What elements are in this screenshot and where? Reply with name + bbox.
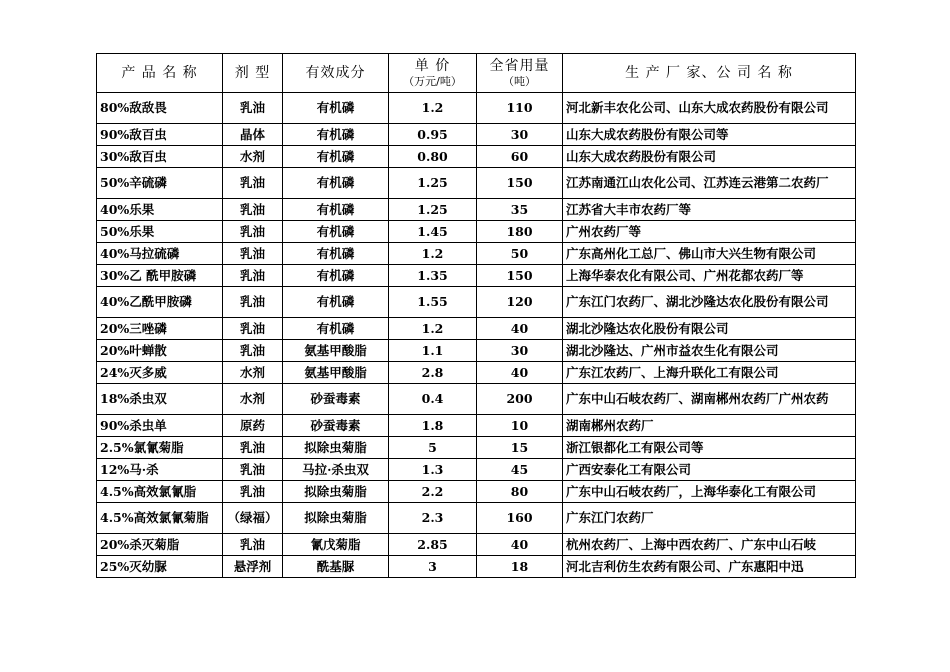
cell-usage: 200	[477, 384, 563, 415]
cell-price: 1.55	[389, 287, 477, 318]
cell-usage: 50	[477, 243, 563, 265]
pesticide-table	[96, 53, 856, 578]
cell-usage: 45	[477, 459, 563, 481]
cell-ingredient: 有机磷	[283, 199, 389, 221]
cell-ingredient: 酰基脲	[283, 556, 389, 578]
header-province-usage	[477, 54, 563, 93]
table-row	[97, 168, 856, 199]
cell-usage: 120	[477, 287, 563, 318]
table-row	[97, 556, 856, 578]
table-row	[97, 265, 856, 287]
cell-maker: 广州农药厂等	[563, 221, 856, 243]
cell-price: 1.2	[389, 93, 477, 124]
cell-name: 50%辛硫磷	[97, 168, 223, 199]
cell-maker: 广东江门农药厂	[563, 503, 856, 534]
cell-ingredient: 有机磷	[283, 243, 389, 265]
cell-ingredient: 有机磷	[283, 287, 389, 318]
cell-usage: 30	[477, 124, 563, 146]
cell-usage: 30	[477, 340, 563, 362]
cell-price: 1.25	[389, 168, 477, 199]
cell-price: 2.3	[389, 503, 477, 534]
cell-form: 乳油	[223, 287, 283, 318]
cell-form: 乳油	[223, 168, 283, 199]
header-usage-label: 全省用量	[489, 58, 550, 74]
cell-maker: 广东江农药厂、上海升联化工有限公司	[563, 362, 856, 384]
cell-name: 20%三唑磷	[97, 318, 223, 340]
cell-maker: 广东高州化工总厂、佛山市大兴生物有限公司	[563, 243, 856, 265]
table-row	[97, 340, 856, 362]
cell-usage: 15	[477, 437, 563, 459]
cell-name: 4.5%高效氯氰脂	[97, 481, 223, 503]
cell-price: 1.25	[389, 199, 477, 221]
cell-ingredient: 马拉·杀虫双	[283, 459, 389, 481]
cell-usage: 180	[477, 221, 563, 243]
cell-maker: 河北新丰农化公司、山东大成农药股份有限公司	[563, 93, 856, 124]
cell-name: 30%乙 酰甲胺磷	[97, 265, 223, 287]
cell-price: 1.45	[389, 221, 477, 243]
cell-maker: 上海华泰农化有限公司、广州花都农药厂等	[563, 265, 856, 287]
cell-form: 乳油	[223, 221, 283, 243]
cell-form: 晶体	[223, 124, 283, 146]
cell-maker: 山东大成农药股份有限公司等	[563, 124, 856, 146]
table-row	[97, 481, 856, 503]
cell-ingredient: 有机磷	[283, 93, 389, 124]
cell-form: 乳油	[223, 534, 283, 556]
cell-form: 水剂	[223, 384, 283, 415]
cell-form: 乳油	[223, 459, 283, 481]
table-row	[97, 287, 856, 318]
cell-ingredient: 氨基甲酸脂	[283, 340, 389, 362]
cell-usage: 40	[477, 362, 563, 384]
table-row	[97, 124, 856, 146]
cell-ingredient: 砂蚕毒素	[283, 415, 389, 437]
cell-usage: 110	[477, 93, 563, 124]
cell-price: 1.3	[389, 459, 477, 481]
cell-name: 30%敌百虫	[97, 146, 223, 168]
table-row	[97, 221, 856, 243]
cell-usage: 35	[477, 199, 563, 221]
cell-price: 0.95	[389, 124, 477, 146]
table-row	[97, 362, 856, 384]
table-row	[97, 459, 856, 481]
table-row	[97, 318, 856, 340]
cell-ingredient: 拟除虫菊脂	[283, 503, 389, 534]
cell-maker: 河北吉利仿生农药有限公司、广东惠阳中迅	[563, 556, 856, 578]
cell-maker: 江苏省大丰市农药厂等	[563, 199, 856, 221]
cell-form: 乳油	[223, 243, 283, 265]
table-row	[97, 534, 856, 556]
cell-maker: 浙江银都化工有限公司等	[563, 437, 856, 459]
cell-ingredient: 拟除虫菊脂	[283, 437, 389, 459]
cell-ingredient: 有机磷	[283, 318, 389, 340]
table-row	[97, 243, 856, 265]
cell-form: 乳油	[223, 481, 283, 503]
cell-form: 乳油	[223, 318, 283, 340]
cell-name: 24%灭多威	[97, 362, 223, 384]
header-product-name: 产 品 名 称	[97, 54, 223, 93]
cell-form: 原药	[223, 415, 283, 437]
cell-price: 5	[389, 437, 477, 459]
table-row	[97, 415, 856, 437]
cell-form: 水剂	[223, 146, 283, 168]
table-row	[97, 93, 856, 124]
cell-form: （绿福）	[223, 503, 283, 534]
cell-usage: 10	[477, 415, 563, 437]
cell-name: 20%杀灭菊脂	[97, 534, 223, 556]
cell-usage: 60	[477, 146, 563, 168]
cell-name: 80%敌敌畏	[97, 93, 223, 124]
cell-price: 1.35	[389, 265, 477, 287]
cell-form: 乳油	[223, 340, 283, 362]
cell-maker: 广东江门农药厂、湖北沙隆达农化股份有限公司	[563, 287, 856, 318]
cell-name: 50%乐果	[97, 221, 223, 243]
cell-name: 20%叶蝉散	[97, 340, 223, 362]
cell-name: 90%杀虫单	[97, 415, 223, 437]
cell-ingredient: 有机磷	[283, 146, 389, 168]
cell-name: 4.5%高效氯氰菊脂	[97, 503, 223, 534]
cell-name: 18%杀虫双	[97, 384, 223, 415]
cell-form: 水剂	[223, 362, 283, 384]
cell-price: 2.2	[389, 481, 477, 503]
cell-usage: 18	[477, 556, 563, 578]
cell-price: 1.2	[389, 243, 477, 265]
header-price-unit: （万元/吨）	[403, 75, 462, 88]
cell-maker: 湖北沙隆达、广州市益农生化有限公司	[563, 340, 856, 362]
table-row	[97, 437, 856, 459]
cell-form: 乳油	[223, 437, 283, 459]
cell-ingredient: 拟除虫菊脂	[283, 481, 389, 503]
cell-usage: 160	[477, 503, 563, 534]
cell-usage: 150	[477, 265, 563, 287]
cell-name: 40%乐果	[97, 199, 223, 221]
cell-price: 1.2	[389, 318, 477, 340]
header-price-label: 单 价	[414, 58, 451, 74]
cell-price: 1.1	[389, 340, 477, 362]
cell-maker: 山东大成农药股份有限公司	[563, 146, 856, 168]
cell-form: 乳油	[223, 265, 283, 287]
cell-ingredient: 有机磷	[283, 265, 389, 287]
cell-ingredient: 砂蚕毒素	[283, 384, 389, 415]
cell-form: 乳油	[223, 93, 283, 124]
cell-name: 40%马拉硫磷	[97, 243, 223, 265]
cell-maker: 江苏南通江山农化公司、江苏连云港第二农药厂	[563, 168, 856, 199]
header-formulation: 剂 型	[223, 54, 283, 93]
cell-name: 40%乙酰甲胺磷	[97, 287, 223, 318]
cell-price: 2.8	[389, 362, 477, 384]
cell-maker: 杭州农药厂、上海中西农药厂、广东中山石岐	[563, 534, 856, 556]
cell-name: 25%灭幼脲	[97, 556, 223, 578]
cell-ingredient: 氰戊菊脂	[283, 534, 389, 556]
cell-usage: 40	[477, 534, 563, 556]
cell-price: 1.8	[389, 415, 477, 437]
cell-price: 2.85	[389, 534, 477, 556]
cell-usage: 150	[477, 168, 563, 199]
cell-maker: 广东中山石岐农药厂、湖南郴州农药厂广州农药	[563, 384, 856, 415]
table-header-row	[97, 54, 856, 93]
header-manufacturer: 生 产 厂 家、公 司 名 称	[563, 54, 856, 93]
cell-ingredient: 氨基甲酸脂	[283, 362, 389, 384]
table-row	[97, 503, 856, 534]
cell-price: 0.80	[389, 146, 477, 168]
cell-usage: 80	[477, 481, 563, 503]
header-usage-unit: （吨）	[503, 75, 536, 88]
cell-usage: 40	[477, 318, 563, 340]
cell-name: 12%马·杀	[97, 459, 223, 481]
cell-price: 3	[389, 556, 477, 578]
header-unit-price	[389, 54, 477, 93]
table-row	[97, 146, 856, 168]
cell-maker: 湖南郴州农药厂	[563, 415, 856, 437]
cell-ingredient: 有机磷	[283, 221, 389, 243]
cell-name: 90%敌百虫	[97, 124, 223, 146]
cell-ingredient: 有机磷	[283, 168, 389, 199]
cell-price: 0.4	[389, 384, 477, 415]
cell-maker: 广西安泰化工有限公司	[563, 459, 856, 481]
cell-name: 2.5%氯氰菊脂	[97, 437, 223, 459]
table-row	[97, 199, 856, 221]
table-row	[97, 384, 856, 415]
cell-ingredient: 有机磷	[283, 124, 389, 146]
header-active-ingredient: 有效成分	[283, 54, 389, 93]
cell-maker: 广东中山石岐农药厂，上海华泰化工有限公司	[563, 481, 856, 503]
cell-maker: 湖北沙隆达农化股份有限公司	[563, 318, 856, 340]
cell-form: 悬浮剂	[223, 556, 283, 578]
cell-form: 乳油	[223, 199, 283, 221]
